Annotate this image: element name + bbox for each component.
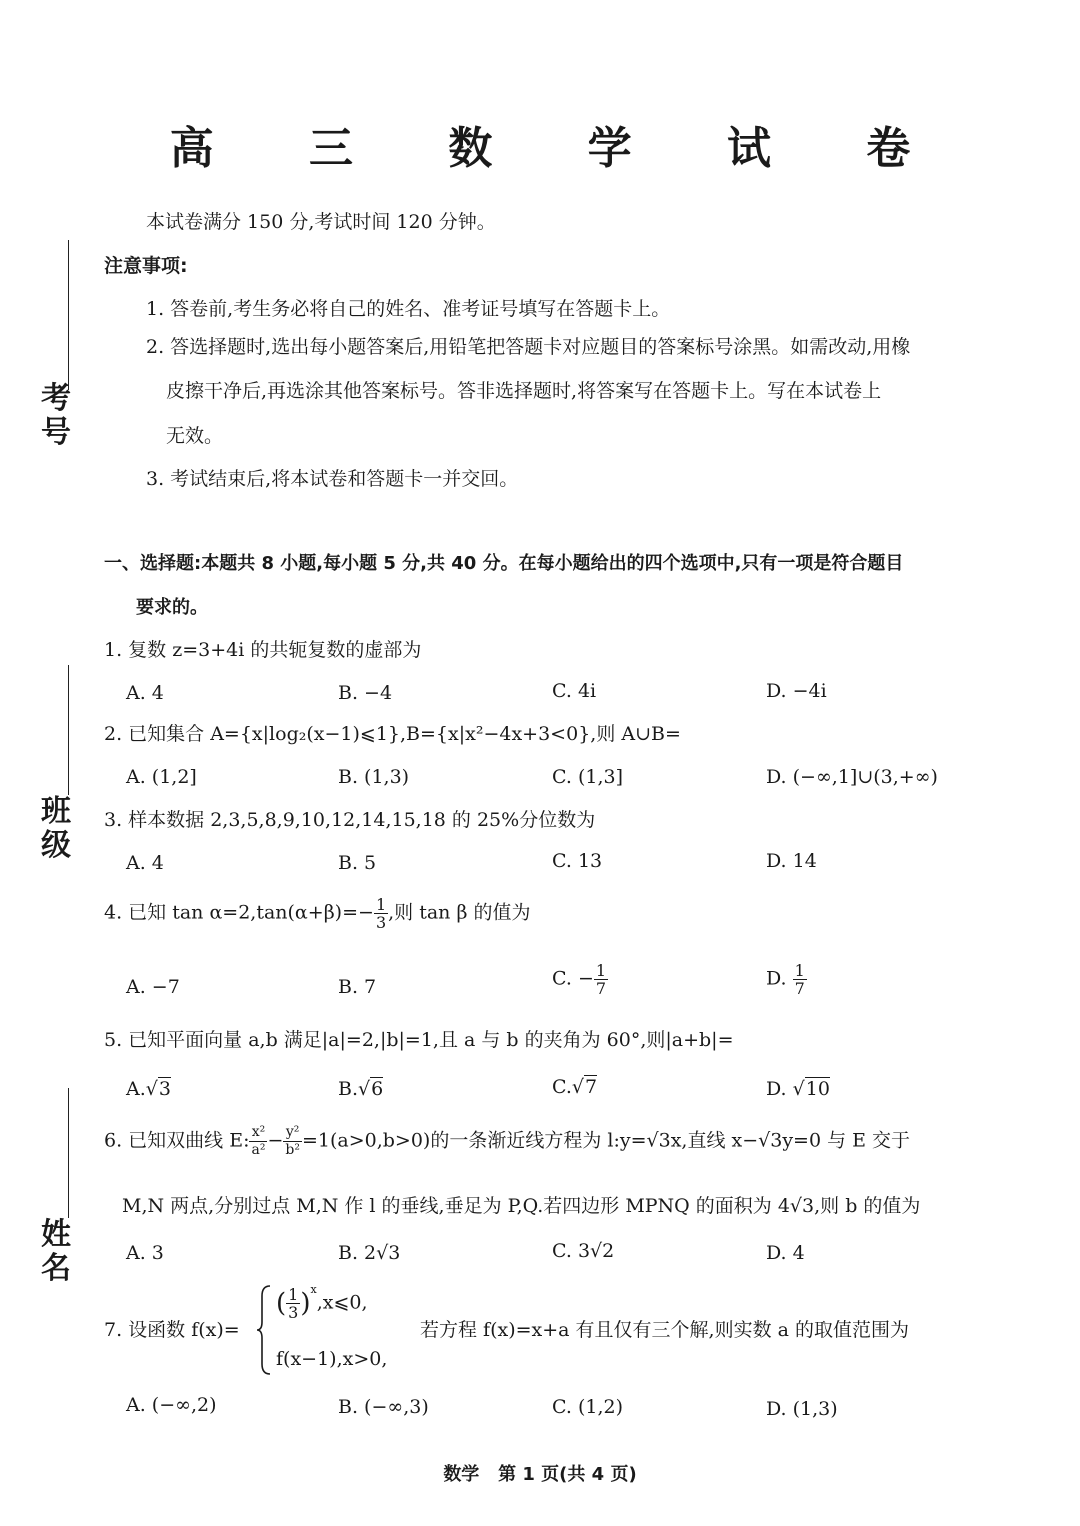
q4-option-d-den: 7 [794,979,805,998]
q5-option-c-radicand: 7 [585,1076,598,1098]
q3-option-d: D. 14 [766,850,817,872]
q4-option-c-den: 7 [595,979,607,998]
q7-case-1-condition: ,x⩽0, [316,1291,368,1314]
note-item-2-cont: 皮擦干净后,再选涂其他答案标号。答非选择题时,将答案写在答题卡上。写在本试卷上 [166,380,882,402]
name-line [68,1088,69,1218]
q5-option-d-radicand: 10 [805,1078,830,1100]
q5-option-d [766,1078,830,1100]
q4-option-d-fraction [793,962,807,997]
section-heading-cont: 要求的。 [136,597,208,618]
q4-option-d [766,962,807,997]
question-1-stem: 1. 复数 z=3+4i 的共轭复数的虚部为 [104,639,422,661]
note-item-2: 2. 答选择题时,选出每小题答案后,用铅笔把答题卡对应题目的答案标号涂黑。如需改动,用橡 [146,336,911,358]
q2-option-c: C. (1,3] [552,766,623,788]
q4-stem-part-b: ,则 tan β 的值为 [388,901,531,924]
q5-option-a-prefix: A.√ [126,1078,158,1100]
note-item-2-end: 无效。 [166,425,224,447]
q7-option-b: B. (−∞,3) [338,1396,429,1418]
q5-option-b-prefix: B.√ [338,1078,371,1100]
q5-option-a-radicand: 3 [158,1078,171,1100]
page-footer: 数学 第 1 页(共 4 页) [443,1464,637,1485]
q4-option-b: B. 7 [338,976,377,998]
q4-option-c-fraction [594,962,608,997]
question-3-stem: 3. 样本数据 2,3,5,8,9,10,12,14,15,18 的 25%分位数为 [104,809,596,831]
q7-case-1-fraction [286,1286,300,1321]
q6-fraction-1 [249,1124,267,1159]
section-heading: 一、选择题:本题共 8 小题,每小题 5 分,共 40 分。在每小题给出的四个选项中,只有一项是符合题目 [104,553,904,574]
q4-option-d-num: 1 [794,961,805,980]
q7-option-d: D. (1,3) [766,1398,838,1420]
notes-heading: 注意事项: [104,255,188,277]
q4-option-d-prefix: D. [766,967,793,990]
q4-option-a: A. −7 [126,976,180,998]
q6-fraction-2-den: b² [285,1142,300,1158]
q6-stem-part-b: =1(a>0,b>0)的一条渐近线方程为 l:y=√3x,直线 x−√3y=0 与 E 交于 [301,1129,911,1152]
question-6-stem [104,1124,910,1159]
side-label-exam-no: 考号 [41,381,71,450]
q1-option-a: A. 4 [126,682,164,704]
q7-case-1-close-paren: ) [300,1288,311,1319]
q4-option-c [552,962,608,997]
q4-stem-numerator: 1 [375,895,387,914]
q1-option-d: D. −4i [766,680,827,702]
q5-option-b-radicand: 6 [371,1078,384,1100]
q3-option-a: A. 4 [126,852,164,874]
q5-option-c-prefix: C.√ [552,1076,585,1098]
question-2-stem: 2. 已知集合 A={x|log₂(x−1)⩽1},B={x|x²−4x+3<0},则 A∪B= [104,723,681,745]
q7-case-1-num: 1 [288,1285,299,1304]
q3-option-b: B. 5 [338,852,377,874]
q1-option-c: C. 4i [552,680,597,702]
side-label-name: 姓名 [41,1217,71,1286]
brace-icon [256,1284,272,1376]
q7-option-c: C. (1,2) [552,1396,623,1418]
q6-option-c: C. 3√2 [552,1240,615,1262]
q4-stem-denominator: 3 [375,913,387,932]
q7-case-1-open-paren: ( [276,1288,287,1319]
side-label-class: 班级 [41,794,71,863]
q6-fraction-1-den: a² [251,1142,266,1158]
q5-option-d-prefix: D. √ [766,1078,805,1100]
q6-option-a: A. 3 [126,1242,164,1264]
q2-option-a: A. (1,2] [126,766,197,788]
q6-fraction-2-num: y² [283,1124,302,1142]
exam-intro: 本试卷满分 150 分,考试时间 120 分钟。 [146,211,496,233]
q4-option-c-num: 1 [595,961,607,980]
question-6-stem-cont: M,N 两点,分别过点 M,N 作 l 的垂线,垂足为 P,Q.若四边形 MPNQ 的面积为 4√3,则 b 的值为 [122,1195,921,1217]
question-4-stem [104,896,530,931]
q6-fraction-2 [283,1124,302,1159]
q2-option-d: D. (−∞,1]∪(3,+∞) [766,766,938,788]
exam-no-line [68,240,69,390]
q6-fraction-1-num: x² [249,1124,267,1142]
q6-minus: − [267,1129,284,1152]
note-item-1: 1. 答卷前,考生务必将自己的姓名、准考证号填写在答题卡上。 [146,298,671,320]
class-line [68,665,69,795]
q7-case-1 [276,1283,368,1322]
question-7-stem: 若方程 f(x)=x+a 有且仅有三个解,则实数 a 的取值范围为 [420,1319,909,1341]
q6-option-b: B. 2√3 [338,1242,401,1264]
q5-option-a [126,1078,171,1100]
q5-option-b [338,1078,383,1100]
q2-option-b: B. (1,3) [338,766,410,788]
q4-stem-fraction [374,896,388,931]
q3-option-c: C. 13 [552,850,603,872]
q7-case-2: f(x−1),x>0, [276,1348,388,1370]
q7-brace [256,1284,272,1376]
q6-option-d: D. 4 [766,1242,805,1264]
q5-option-c [552,1076,597,1098]
question-7-label: 7. 设函数 f(x)= [104,1319,240,1341]
q6-stem-part-a: 6. 已知双曲线 E: [104,1129,250,1152]
q1-option-b: B. −4 [338,682,393,704]
q4-stem-part-a: 4. 已知 tan α=2,tan(α+β)=− [104,901,374,924]
question-5-stem: 5. 已知平面向量 a,b 满足|a|=2,|b|=1,且 a 与 b 的夹角为 60°,则|a+b|= [104,1029,734,1051]
q4-option-c-prefix: C. − [552,967,594,990]
q7-option-a: A. (−∞,2) [126,1394,217,1416]
q7-case-1-exponent: x [310,1283,317,1297]
page-title: 高 三 数 学 试 卷 [169,123,951,174]
note-item-3: 3. 考试结束后,将本试卷和答题卡一并交回。 [146,468,519,490]
q7-case-1-den: 3 [288,1303,299,1322]
